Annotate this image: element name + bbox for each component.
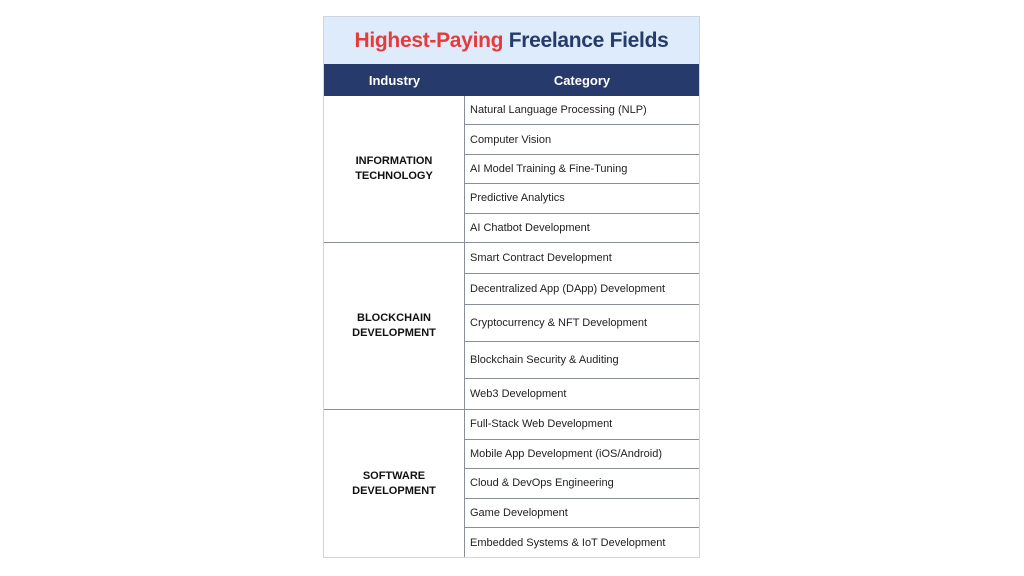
group-software-development	[324, 410, 699, 557]
category-list	[465, 96, 699, 242]
category-row: Natural Language Processing (NLP)	[465, 96, 699, 125]
page-title	[355, 29, 669, 53]
industry-label-line2: TECHNOLOGY	[355, 170, 433, 182]
category-row: Blockchain Security & Auditing	[465, 342, 699, 379]
category-row: Web3 Development	[470, 388, 567, 400]
title-highlight: Highest-Paying	[354, 28, 504, 52]
category-list	[465, 410, 699, 557]
industry-label	[324, 243, 465, 409]
title-bar	[324, 17, 699, 64]
group-blockchain-development	[324, 243, 699, 410]
category-row: Full-Stack Web Development	[465, 410, 699, 440]
industry-label-line1: INFORMATION	[355, 155, 433, 167]
industry-label-line2: DEVELOPMENT	[352, 484, 436, 497]
industry-label	[324, 410, 465, 557]
industry-label-line1: BLOCKCHAIN	[357, 312, 431, 324]
industry-label-line1: SOFTWARE	[362, 469, 426, 482]
category-row: Mobile App Development (iOS/Android)	[465, 440, 699, 470]
category-row: Computer Vision	[465, 125, 699, 154]
group-information-technology	[324, 96, 699, 243]
category-row: AI Chatbot Development	[470, 221, 590, 234]
category-row: Game Development	[465, 499, 699, 529]
category-row: Smart Contract Development	[465, 243, 699, 274]
category-row: Embedded Systems & IoT Development	[470, 536, 666, 549]
category-row: Decentralized App (DApp) Development	[465, 274, 699, 305]
header-industry: Industry	[368, 72, 421, 88]
category-row: Cryptocurrency & NFT Development	[465, 305, 699, 342]
category-row: AI Model Training & Fine-Tuning	[465, 155, 699, 184]
title-rest: Freelance Fields	[508, 28, 669, 52]
header-category: Category	[553, 72, 611, 88]
table-header	[324, 64, 699, 96]
category-row: Predictive Analytics	[465, 184, 699, 213]
category-row: Cloud & DevOps Engineering	[465, 469, 699, 499]
industry-label	[324, 96, 465, 242]
category-list	[465, 243, 699, 409]
freelance-fields-card	[323, 16, 700, 558]
industry-label-line2: DEVELOPMENT	[352, 327, 436, 339]
